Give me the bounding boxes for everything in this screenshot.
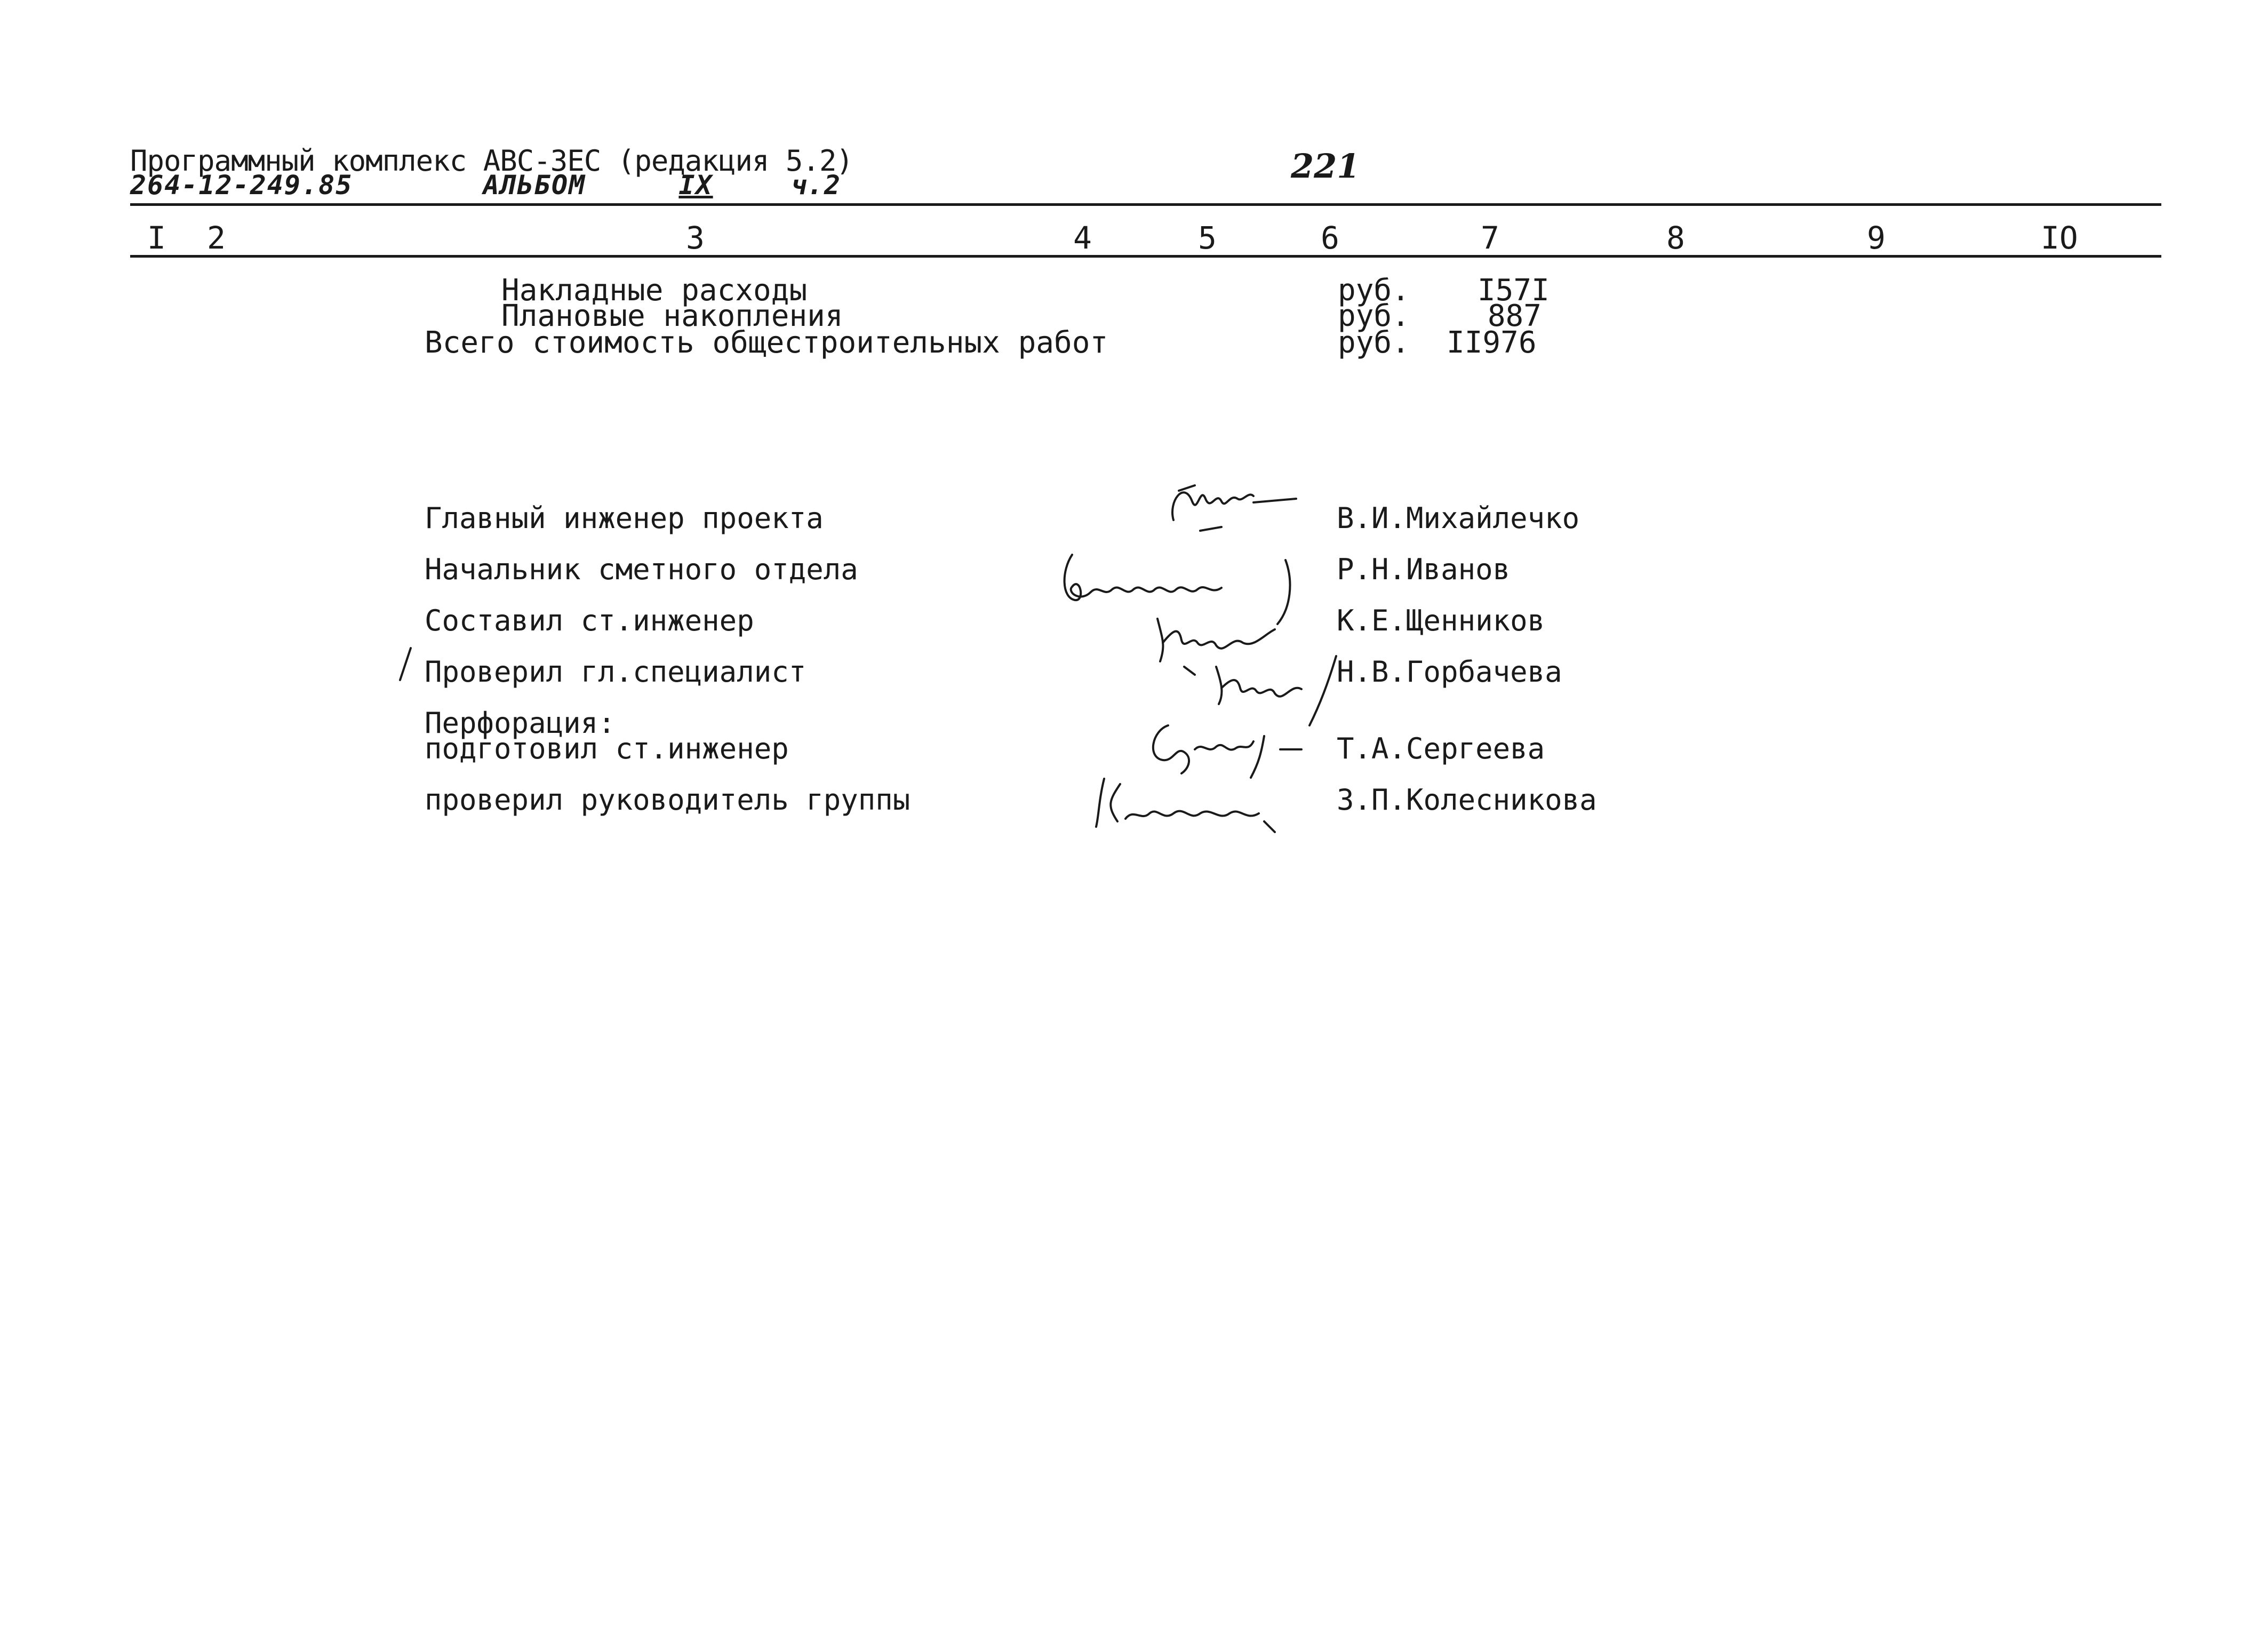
column-header-4: 4 bbox=[1073, 220, 1092, 256]
page-number: 221 bbox=[1291, 147, 1360, 186]
signature-role-composer: Составил ст.инженер bbox=[425, 604, 754, 637]
signature-name-composer: К.Е.Щенников bbox=[1337, 604, 1545, 637]
header-rule-top bbox=[130, 203, 2161, 206]
cost-label-overhead: Накладные расходы bbox=[501, 273, 808, 308]
cost-value-total: II976 bbox=[1447, 325, 1537, 360]
column-header-8: 8 bbox=[1666, 220, 1685, 256]
signature-role-chief-engineer: Главный инженер проекта bbox=[425, 501, 824, 535]
column-header-9: 9 bbox=[1867, 220, 1886, 256]
cost-unit-overhead: руб. bbox=[1338, 273, 1410, 308]
album-label: АЛЬБОМ bbox=[483, 170, 586, 201]
column-header-1: I bbox=[147, 220, 166, 256]
document-code-line bbox=[130, 170, 841, 201]
signature-perforation-heading: Перфорация: bbox=[425, 706, 616, 740]
cost-value-planned: 887 bbox=[1487, 299, 1542, 333]
signature-role-estimate-head: Начальник сметного отдела bbox=[425, 553, 858, 586]
signature-role-group-lead: проверил руководитель группы bbox=[425, 783, 911, 817]
cost-unit-total: руб. bbox=[1338, 325, 1410, 360]
header-rule-bottom bbox=[130, 255, 2161, 258]
column-header-3: 3 bbox=[686, 220, 705, 256]
signature-role-checker: Проверил гл.специалист bbox=[425, 655, 806, 689]
signature-name-group-lead: З.П.Колесникова bbox=[1337, 783, 1597, 817]
cost-value-overhead: I57I bbox=[1478, 273, 1550, 308]
column-header-10: IO bbox=[2041, 220, 2078, 256]
column-header-7: 7 bbox=[1481, 220, 1499, 256]
album-number: IX bbox=[678, 170, 713, 201]
program-title: Программный комплекс АВС-3ЕС (редакция 5.2) bbox=[130, 144, 853, 178]
cost-label-total: Всего стоимость общестроительных работ bbox=[425, 325, 1108, 360]
cost-unit-planned: руб. bbox=[1338, 299, 1410, 333]
cost-label-planned: Плановые накопления bbox=[501, 299, 843, 333]
column-header-5: 5 bbox=[1198, 220, 1217, 256]
signature-role-preparer: подготовил ст.инженер bbox=[425, 732, 789, 765]
column-header-2: 2 bbox=[207, 220, 226, 256]
signature-name-preparer: Т.А.Сергеева bbox=[1337, 732, 1545, 765]
handwritten-signature-6 bbox=[1088, 768, 1301, 837]
album-part: ч.2 bbox=[789, 170, 842, 201]
handwritten-signature-1 bbox=[1163, 469, 1301, 533]
margin-slash-mark bbox=[395, 645, 416, 683]
column-header-6: 6 bbox=[1321, 220, 1339, 256]
signature-name-checker: Н.В.Горбачева bbox=[1337, 655, 1562, 689]
signature-name-estimate-head: Р.Н.Иванов bbox=[1337, 553, 1511, 586]
document-code: 264-12-249.85 bbox=[130, 170, 353, 201]
signature-name-chief-engineer: В.И.Михайлечко bbox=[1337, 501, 1580, 535]
